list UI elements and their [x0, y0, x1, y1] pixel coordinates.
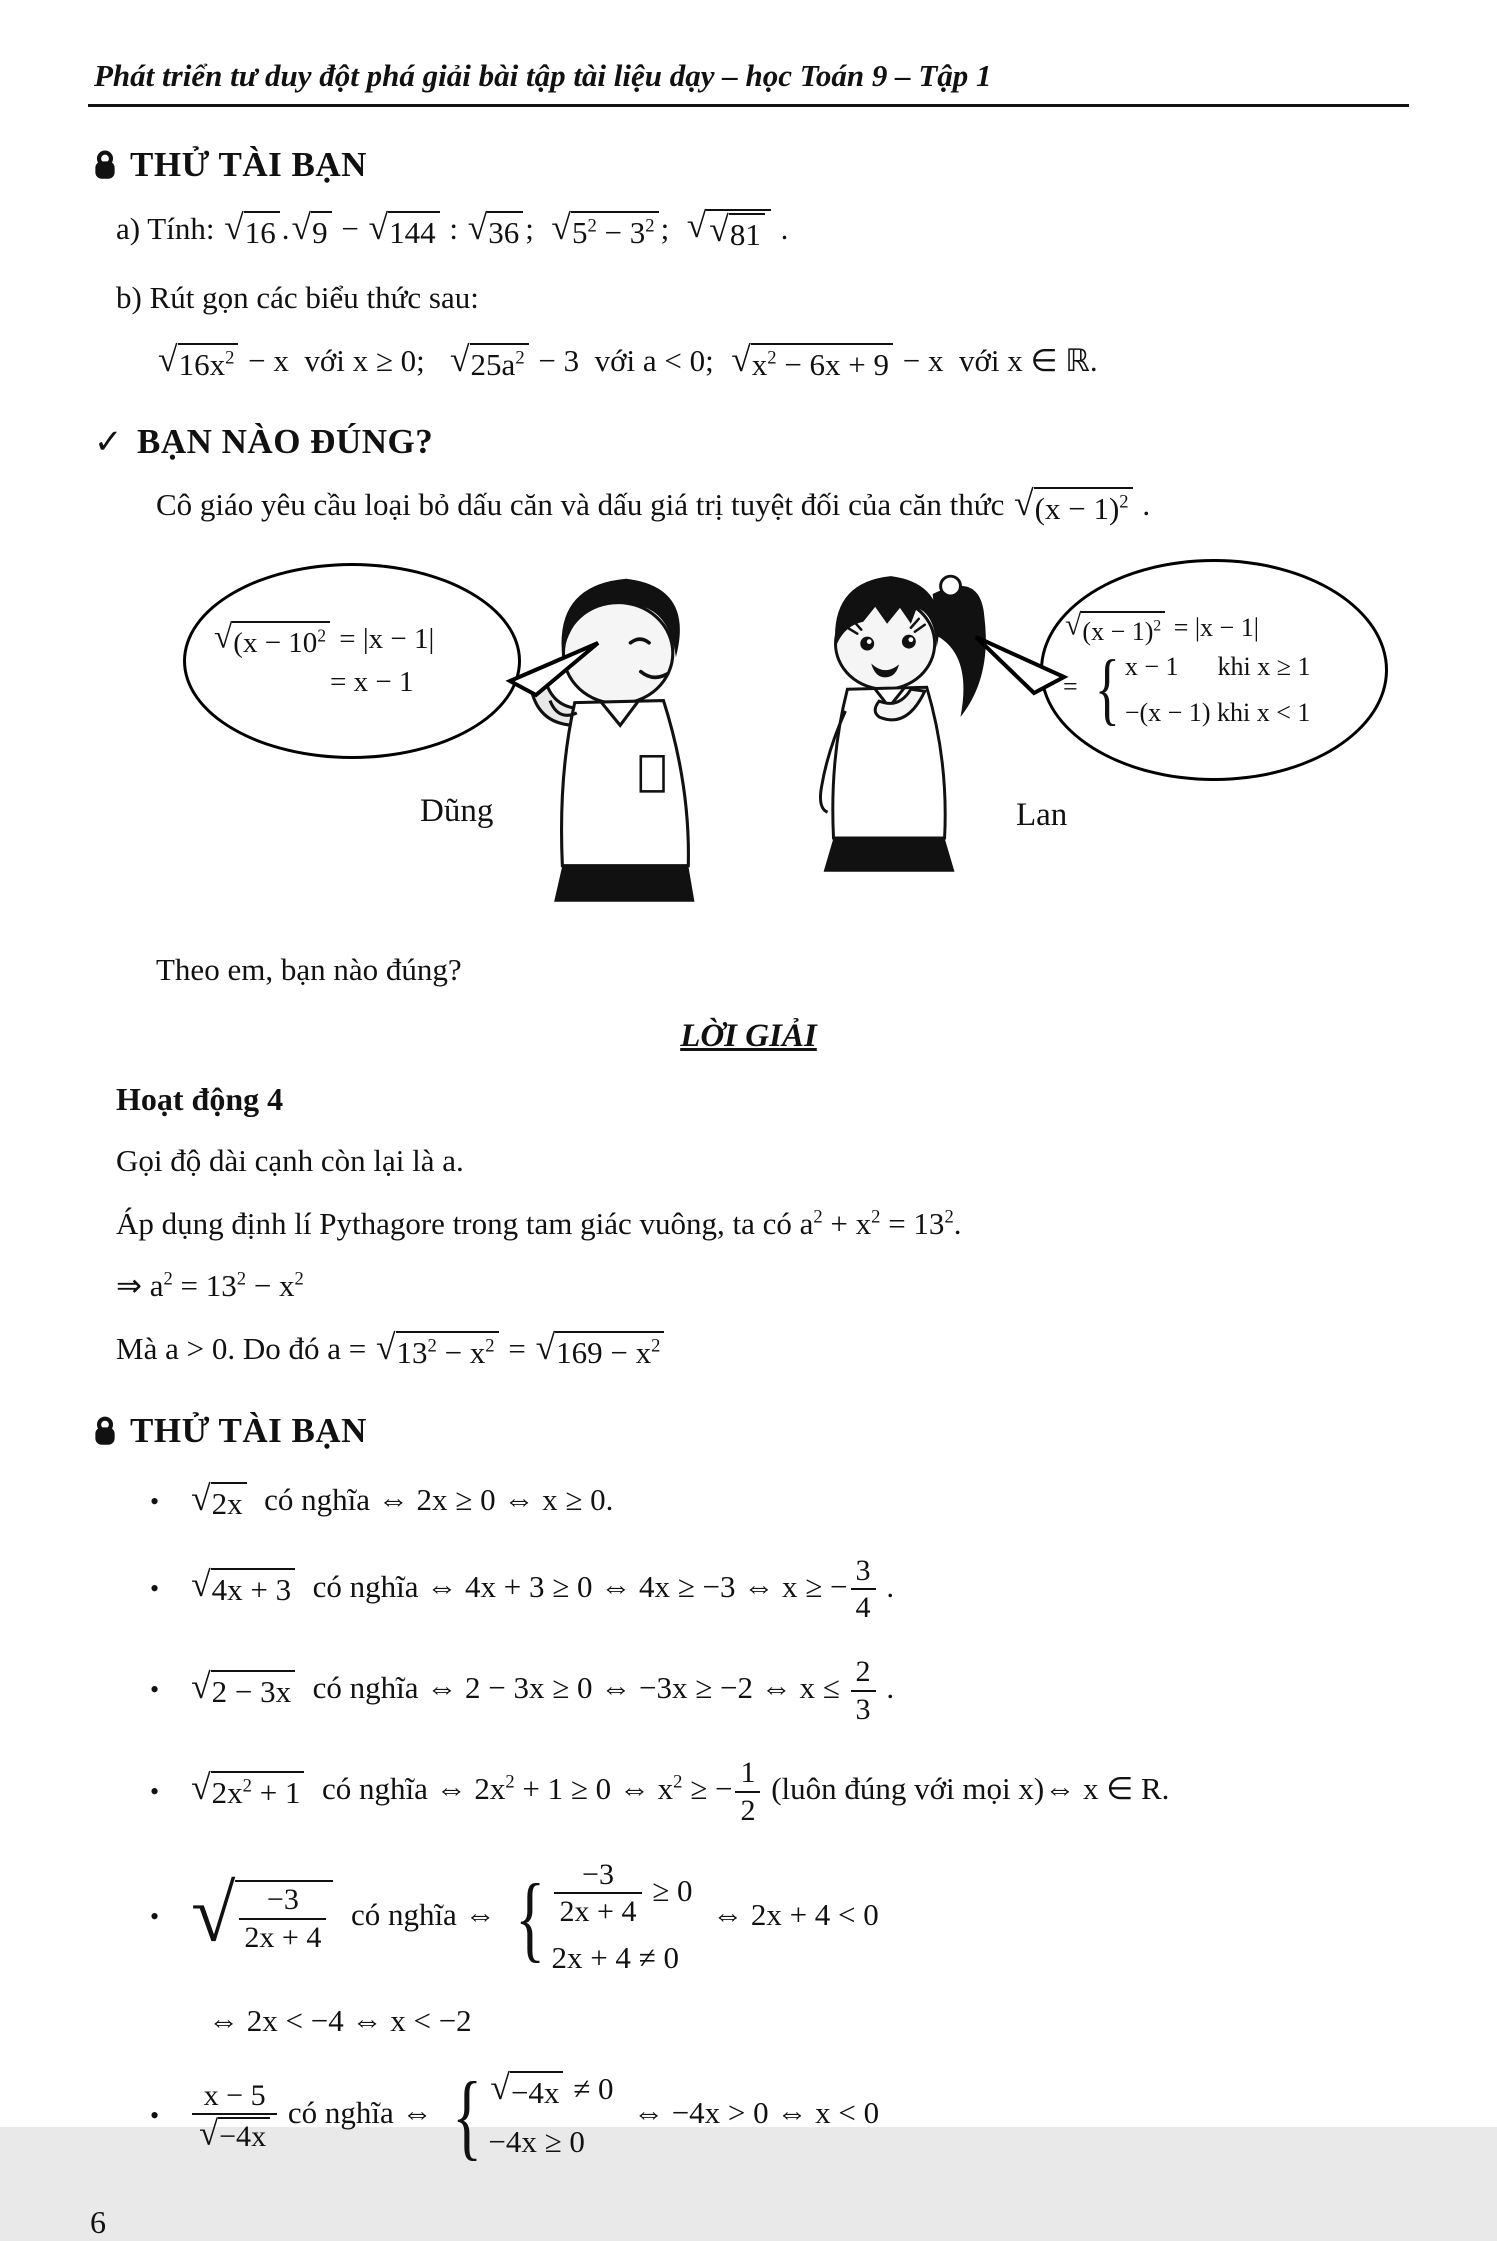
dung-speech-bubble — [183, 563, 521, 759]
section-who-heading — [88, 422, 1409, 462]
dung-bubble-line1: √ ($x - 10^2$ = |x − 1| — [212, 620, 492, 662]
bullet-5-continuation: ⇔ 2x < −4 ⇔ x < −2 — [208, 2002, 472, 2038]
lan-speech-bubble — [1040, 559, 1388, 781]
solution-line-4: Mà a > 0. Do đó a = √ $13^2 - x^2$ = √ $169 - x^2$ — [88, 1330, 1409, 1373]
section-try1-heading — [88, 145, 1409, 185]
bullet-2-expression: √ 4x + 3 có nghĩa ⇔ 4x + 3 ≥ 0 ⇔ 4x ≥ −3 ⇔ x ≥ − $\frac{3}{4}$ . — [191, 1552, 895, 1625]
activity-heading: Hoạt động 4 — [116, 1080, 284, 1117]
check-icon: ✓ — [94, 424, 123, 462]
page-header — [88, 58, 1409, 107]
bullet-item-4 — [88, 1756, 1409, 1827]
problem-b-expressions: √ $16x^2$ − x với x ≥ 0; √ $25a^2$ − 3 với a < 0; √ $x^2 - 6x + 9$ − x với x ∈ ℝ. — [88, 342, 1409, 385]
lock-icon — [94, 150, 116, 180]
section-try2-title: THỬ TÀI BẠN — [130, 1410, 367, 1450]
bullet-icon: • — [150, 1902, 160, 1932]
solution-line-1: Gọi độ dài cạnh còn lại là a. — [116, 1142, 464, 1178]
who-intro: Cô giáo yêu cầu loại bỏ dấu căn và dấu giá trị tuyệt đối của căn thức √ $(x - 1)^2$ . — [88, 486, 1409, 529]
problem-b-label: b) Rút gọn các biểu thức sau: — [116, 279, 479, 315]
dung-illustration — [486, 557, 744, 905]
dung-bubble-line2: = x − 1 — [330, 665, 414, 698]
lan-bubble-line1: √ $(x - 1)^2$ = |x − 1| — [1063, 610, 1365, 649]
section-try1-title: THỬ TÀI BẠN — [130, 145, 367, 184]
bullet-icon: • — [150, 2100, 160, 2130]
bullet-icon: • — [150, 1486, 160, 1516]
bullet-4-expression: √ $2x^2 + 1$ có nghĩa ⇔ $2x^2 + 1 \ge 0$ ⇔ $x^2$ ≥ − $\frac{1}{2}$ (luôn đúng với mọi x)⇔ x ∈ R. — [191, 1755, 1170, 1827]
lan-name-label: Lan — [1016, 797, 1068, 834]
section-who-title: BẠN NÀO ĐÚNG? — [137, 422, 434, 462]
comic-figure — [88, 545, 1409, 927]
who-question: Theo em, bạn nào đúng? — [156, 952, 462, 988]
section-try2-heading — [88, 1411, 1409, 1451]
page-number: 6 — [90, 2203, 106, 2240]
bullet-6-expression: x − 5 √ −4x có nghĩa ⇔ { √ −4x ≠ 0 −4x ≥ 0 ⇔ −4x > 0 ⇔ x < 0 — [189, 2070, 879, 2162]
bullet-3-expression: √ 2 − 3x có nghĩa ⇔ 2 − 3x ≥ 0 ⇔ −3x ≥ −2 ⇔ x ≤ $\frac{2}{3}$ . — [191, 1653, 895, 1726]
bullet-icon: • — [150, 1675, 160, 1705]
bullet-icon: • — [150, 1573, 160, 1603]
header-title: Phát triển tư duy đột phá giải bài tập tài liệu dạy – học Toán 9 – Tập 1 — [94, 58, 992, 93]
bullet-icon: • — [150, 1776, 160, 1806]
lan-bubble-tail-icon — [968, 631, 1068, 701]
dung-name-label: Dũng — [420, 793, 494, 830]
bullet-item-6 — [88, 2062, 1409, 2170]
bullet-5-expression: √ $\frac{-3}{2x + 4}$ có nghĩa ⇔ { $\frac{-3}{2x + 4}$ ≥ 0 2x + 4 ≠ 0 ⇔ 2x + 4 < 0 — [191, 1856, 879, 1975]
solution-heading: LỜI GIẢI — [680, 1017, 817, 1054]
problem-a: a) Tính: √ 16 . √ 9 − √ 144 : √ 36 ; √ $5^2 - 3^2$ ; √ √ 81 . — [88, 209, 1409, 255]
bullet-item-1 — [88, 1478, 1409, 1524]
solution-line-3: ⇒ $a^2 = 13^2 - x^2$ — [116, 1268, 304, 1304]
bullet-item-2 — [88, 1554, 1409, 1625]
bullet-item-5 — [88, 1858, 1409, 1978]
bullet-1-expression: √ 2x có nghĩa ⇔ 2x ≥ 0 ⇔ x ≥ 0. — [189, 1481, 613, 1524]
lan-bubble-line2: = { x − 1 khi x ≥ 1 −(x − 1) khi x < 1 — [1063, 644, 1311, 734]
lan-illustration — [776, 547, 1014, 885]
bullet-item-3 — [88, 1655, 1409, 1726]
solution-line-2: Áp dụng định lí Pythagore trong tam giác vuông, ta có $a^2 + x^2 = 13^2$. — [116, 1205, 962, 1241]
lock-icon — [94, 1416, 116, 1446]
dung-bubble-tail-icon — [506, 637, 606, 703]
